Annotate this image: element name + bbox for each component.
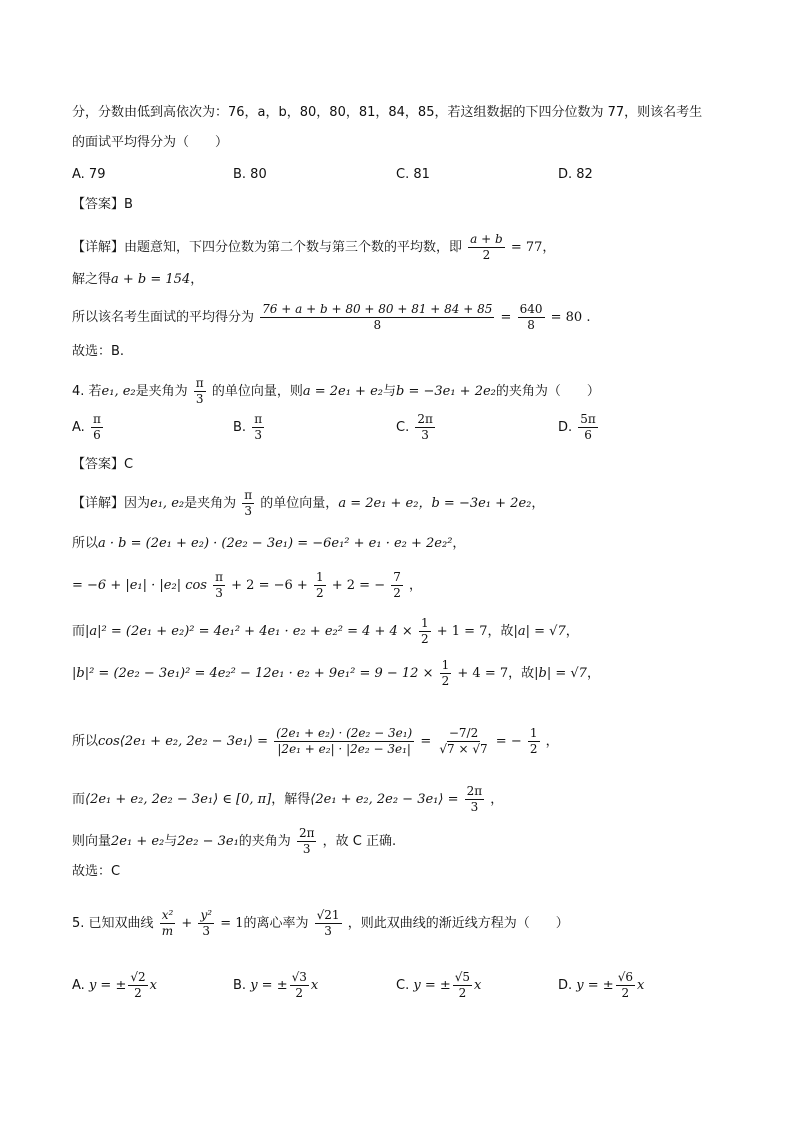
text-span: |a|² = (2e₁ + e₂)² = 4e₁² + 4e₁ · e₂ + e₂² = 4 + 4 ×: [85, 624, 413, 639]
text-span: ，: [452, 536, 466, 551]
fraction: [578, 412, 598, 443]
fraction-denominator: √7 × √7: [439, 742, 488, 756]
fraction-numerator: x²: [161, 908, 174, 922]
fraction-numerator: 1: [441, 658, 450, 672]
fraction-denominator: 2: [529, 742, 538, 756]
fraction-denominator: 2: [441, 674, 450, 688]
q3-option-b: B. 80: [233, 167, 267, 182]
fraction-denominator: 3: [470, 800, 479, 814]
detail-text: 所以该名考生面试的平均得分为: [72, 310, 255, 325]
text-span: ⟨2e₁ + e₂, 2e₂ − 3e₁⟩ =: [310, 792, 459, 807]
q4-detail-line5: [72, 658, 600, 689]
punct: ，: [190, 272, 204, 287]
fraction: [91, 412, 103, 443]
detail-label: 【详解】: [72, 240, 125, 255]
fraction-numerator: 76 + a + b + 80 + 80 + 81 + 84 + 85: [262, 302, 493, 316]
stem-text: 的夹角为（ ）: [495, 384, 600, 399]
text-span: 因为: [124, 496, 151, 511]
text-span: |b|² = (2e₂ − 3e₁)² = 4e₂² − 12e₁ · e₂ + 9e₁² = 9 − 12 ×: [72, 666, 434, 681]
text-span: x: [474, 978, 482, 993]
fraction-numerator: 1: [420, 616, 429, 630]
fraction: [453, 970, 472, 1001]
text-span: + 2 = −6 +: [231, 578, 308, 593]
q4-option-d: [558, 412, 600, 443]
text-span: = −6 + |e₁| · |e₂| cos: [72, 578, 207, 593]
q3-answer: 【答案】B: [72, 197, 133, 212]
text-span: y = ±: [413, 978, 451, 993]
fraction: [160, 908, 176, 939]
q5-option-c: [396, 970, 481, 1001]
fraction-denominator: 2: [393, 586, 401, 600]
text-span: ⟨2e₁ + e₂, 2e₂ − 3e₁⟩ ∈ [0, π]: [85, 792, 272, 807]
text-span: 的单位向量，: [260, 496, 339, 511]
q3-detail-line3: [72, 302, 590, 333]
stem-text: 是夹角为: [135, 384, 188, 399]
text-span: x: [636, 978, 645, 993]
text-span: cos⟨2e₁ + e₂, 2e₂ − 3e₁⟩ =: [98, 734, 268, 749]
fraction: [198, 908, 214, 939]
text-span: y = ±: [88, 978, 127, 993]
fraction-denominator: 2: [420, 632, 429, 646]
text-span: ，b = −3e₁ + 2e₂: [418, 496, 532, 511]
fraction: [415, 412, 435, 443]
fraction-numerator: 640: [519, 302, 543, 316]
q4-detail-line8: [72, 826, 396, 857]
fraction: [213, 570, 225, 601]
q5-option-d: [558, 970, 644, 1001]
fraction-numerator: (2e₁ + e₂) · (2e₂ − 3e₁): [276, 726, 413, 740]
q4-detail-line4: [72, 616, 579, 647]
fraction-numerator: π: [195, 376, 204, 390]
text-span: ，: [545, 734, 559, 749]
text-span: 而: [72, 792, 86, 807]
fraction-numerator: √3: [291, 970, 307, 984]
q3-detail-line2: [72, 270, 203, 290]
math-text: b = −3e₁ + 2e₂: [396, 384, 496, 399]
text-span: ，: [531, 496, 545, 511]
text-span: e₁, e₂: [150, 496, 185, 511]
text-span: 的离心率为: [243, 916, 309, 931]
q4-option-c: [396, 412, 437, 443]
fraction-denominator: 3: [324, 924, 332, 938]
q3-option-c: C. 81: [396, 167, 430, 182]
fraction-numerator: 7: [393, 570, 401, 584]
text-span: + 1 = 7: [436, 624, 488, 639]
fraction-denominator: 3: [254, 428, 262, 442]
text-span: B.: [233, 978, 247, 993]
text-span: A.: [72, 978, 85, 993]
fraction-numerator: 5π: [580, 412, 596, 426]
fraction-numerator: 2π: [417, 412, 433, 426]
text-span: 的夹角为: [238, 834, 291, 849]
math-text: a = 2e₁ + e₂: [302, 384, 383, 399]
q3-detail-line1: [72, 232, 555, 263]
fraction: [391, 570, 403, 601]
fraction-denominator: 6: [93, 428, 101, 442]
fraction-numerator: 1: [315, 570, 324, 584]
q3-option-a: A. 79: [72, 167, 106, 182]
q5-option-b: [233, 970, 318, 1001]
question-number: 5. 已知双曲线: [72, 916, 154, 931]
math-text: = 80 .: [550, 310, 591, 325]
fraction-numerator: 1: [529, 726, 538, 740]
fraction-numerator: π: [254, 412, 263, 426]
text-span: D.: [558, 420, 573, 435]
fraction-numerator: −7/2: [448, 726, 479, 740]
fraction: [128, 970, 147, 1001]
fraction: [518, 302, 545, 333]
fraction-numerator: y²: [200, 908, 213, 922]
fraction: [465, 784, 485, 815]
fraction: [297, 826, 317, 857]
text-span: ，: [565, 624, 579, 639]
detail-text: 解之得: [72, 272, 112, 287]
fraction: [315, 908, 342, 939]
fraction-denominator: 3: [421, 428, 429, 442]
fraction: [274, 726, 414, 757]
fraction: [440, 658, 452, 689]
fraction-numerator: √5: [454, 970, 471, 984]
fraction-denominator: 3: [195, 392, 204, 406]
text-span: ，则此双曲线的渐近线方程为（ ）: [347, 916, 569, 931]
fraction: [194, 376, 206, 407]
detail-text: 由题意知，下四分位数为第二个数与第三个数的平均数，即: [124, 240, 463, 255]
text-span: =: [420, 734, 432, 749]
text-span: y = ±: [576, 978, 614, 993]
text-span: ，故: [508, 666, 535, 681]
text-span: 则向量: [72, 834, 112, 849]
fraction-denominator: 8: [527, 318, 535, 332]
fraction-numerator: a + b: [470, 232, 503, 246]
text-span: 2e₁ + e₂: [111, 834, 165, 849]
fraction-numerator: π: [215, 570, 224, 584]
text-span: 而: [72, 624, 86, 639]
fraction-denominator: 8: [373, 318, 382, 332]
q4-option-b: [233, 412, 266, 443]
math-text: e₁, e₂: [101, 384, 136, 399]
fraction-denominator: 3: [202, 924, 211, 938]
text-span: 与: [164, 834, 178, 849]
text-span: B.: [233, 420, 247, 435]
text-span: + 2 = −: [331, 578, 386, 593]
q3-choice: 故选：B.: [72, 344, 125, 359]
fraction-numerator: π: [244, 488, 253, 502]
text-span: ，: [490, 792, 504, 807]
q4-detail-line3: [72, 570, 422, 601]
q4-stem: [72, 376, 600, 407]
text-span: x: [310, 978, 319, 993]
math-text: = 77，: [510, 240, 556, 255]
q4-option-a: [72, 412, 105, 443]
fraction-denominator: 3: [215, 586, 223, 600]
fraction: [252, 412, 264, 443]
text-span: ，故 C 正确.: [322, 834, 397, 849]
text-span: |a| = √7: [513, 624, 566, 639]
fraction-denominator: 6: [584, 428, 592, 442]
text-span: + 4 = 7: [457, 666, 509, 681]
text-span: y = ±: [250, 978, 288, 993]
text-span: D.: [558, 978, 573, 993]
q3-option-d: D. 82: [558, 167, 593, 182]
fraction-numerator: 2π: [298, 826, 315, 840]
text-span: ，故: [487, 624, 514, 639]
text-span: 所以: [72, 734, 99, 749]
fraction-denominator: 3: [244, 504, 253, 518]
fraction: [242, 488, 254, 519]
text-span: 2e₂ − 3e₁: [177, 834, 239, 849]
text-span: a · b = (2e₁ + e₂) · (2e₂ − 3e₁) = −6e₁² + e₁ · e₂ + 2e₂²: [98, 536, 453, 551]
text-span: +: [181, 916, 193, 931]
text-span: C.: [396, 420, 410, 435]
fraction-denominator: |2e₁ + e₂| · |2e₂ − 3e₁|: [277, 742, 411, 756]
fraction-numerator: √2: [130, 970, 146, 984]
detail-label: 【详解】: [72, 496, 125, 511]
text-span: 所以: [72, 536, 99, 551]
text-span: 是夹角为: [184, 496, 237, 511]
q3-stem-line2: 的面试平均得分为（ ）: [72, 135, 229, 150]
q4-detail-line2: [72, 534, 465, 554]
text-span: |b| = √7: [534, 666, 587, 681]
fraction: [528, 726, 540, 757]
q5-option-a: [72, 970, 157, 1001]
question-number: 4. 若: [72, 384, 102, 399]
text-span: C.: [396, 978, 410, 993]
stem-text: 与: [382, 384, 396, 399]
text-span: =: [500, 310, 512, 325]
math-text: a + b = 154: [111, 272, 191, 287]
fraction-denominator: m: [161, 924, 174, 938]
q4-choice: 故选：C: [72, 864, 121, 879]
fraction-numerator: √21: [316, 908, 340, 922]
text-span: a = 2e₁ + e₂: [338, 496, 419, 511]
fraction: [260, 302, 494, 333]
stem-text: 的单位向量，则: [211, 384, 303, 399]
text-span: = 1: [220, 916, 244, 931]
q5-stem: [72, 908, 569, 939]
q4-detail-line1: [72, 488, 544, 519]
q4-detail-line7: [72, 784, 503, 815]
fraction-denominator: 2: [134, 986, 142, 1000]
text-span: ，解得: [271, 792, 311, 807]
fraction: [290, 970, 309, 1001]
fraction-denominator: 2: [482, 248, 491, 262]
fraction-numerator: 2π: [466, 784, 483, 798]
fraction-denominator: 2: [295, 986, 304, 1000]
fraction-numerator: π: [92, 412, 101, 426]
text-span: x: [149, 978, 157, 993]
fraction-denominator: 2: [621, 986, 630, 1000]
fraction-denominator: 3: [302, 842, 311, 856]
fraction-numerator: √6: [617, 970, 633, 984]
fraction-denominator: 2: [315, 586, 324, 600]
q4-detail-line6: [72, 726, 559, 757]
q4-answer: 【答案】C: [72, 457, 134, 472]
fraction: [468, 232, 505, 263]
text-span: = −: [495, 734, 522, 749]
fraction: [419, 616, 431, 647]
fraction: [437, 726, 489, 757]
fraction: [314, 570, 326, 601]
text-span: A.: [72, 420, 85, 435]
fraction: [616, 970, 635, 1001]
fraction-denominator: 2: [458, 986, 467, 1000]
text-span: ，: [409, 578, 423, 593]
text-span: ，: [586, 666, 600, 681]
q3-stem-line1: 分，分数由低到高依次为：76，a，b，80，80，81，84，85，若这组数据的下四分位数为 77，则该名考生: [72, 105, 703, 120]
